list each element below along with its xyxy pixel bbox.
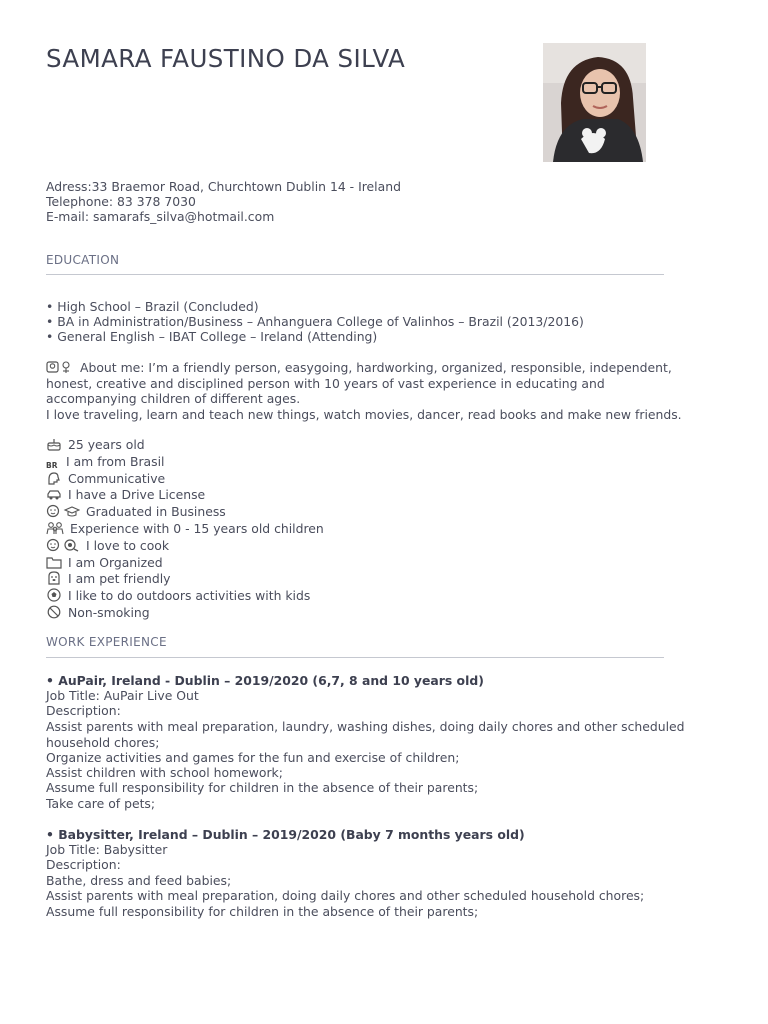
fact-item xyxy=(46,471,324,488)
car-icon xyxy=(46,487,62,501)
speaking-head-icon xyxy=(46,471,62,485)
family-icon xyxy=(46,521,64,535)
contact-address: Adress:33 Braemor Road, Churchtown Dublin 14 - Ireland xyxy=(46,179,401,194)
brazil-flag-icon: BR xyxy=(46,460,58,470)
job-description-line: household chores; xyxy=(46,735,160,750)
job-title: Job Title: Babysitter xyxy=(46,842,168,857)
fact-text: I have a Drive License xyxy=(68,487,206,503)
fact-text: I am Organized xyxy=(68,554,163,570)
cook-icon xyxy=(46,538,80,552)
cake-icon xyxy=(46,437,62,451)
education-item: • High School – Brazil (Concluded) xyxy=(46,299,259,314)
job-title-heading: • AuPair, Ireland - Dublin – 2019/2020 (6,7, 8 and 10 years old) xyxy=(46,673,484,688)
fact-item xyxy=(46,538,324,555)
contact-email[interactable]: E-mail: samarafs_silva@hotmail.com xyxy=(46,209,275,224)
ball-icon xyxy=(46,588,62,602)
candidate-name: SAMARA FAUSTINO DA SILVA xyxy=(46,44,406,73)
fact-item xyxy=(46,521,324,538)
fact-text: I love to cook xyxy=(86,537,170,553)
job-description-line: Bathe, dress and feed babies; xyxy=(46,873,232,888)
fact-item xyxy=(46,555,324,572)
fact-text: Experience with 0 - 15 years old children xyxy=(70,520,324,536)
education-item: • BA in Administration/Business – Anhanguera College of Valinhos – Brazil (2013/2016) xyxy=(46,314,584,329)
about-text: About me: I’m a friendly person, easygoing, hardworking, organized, responsible, independent, xyxy=(80,360,672,375)
fact-text: I am pet friendly xyxy=(68,571,171,587)
facts-list xyxy=(46,437,324,622)
profile-photo-illustration xyxy=(543,43,646,162)
folder-icon xyxy=(46,555,62,569)
no-smoking-icon xyxy=(46,605,62,619)
job-description-label: Description: xyxy=(46,857,121,872)
job-description-line: Assume full responsibility for children in the absence of their parents; xyxy=(46,780,479,795)
about-line: honest, creative and disciplined person with 10 years of vast experience in educating and xyxy=(46,376,605,391)
job-description-line: Organize activities and games for the fun and exercise of children; xyxy=(46,750,460,765)
fact-item xyxy=(46,588,324,605)
fact-text: I am from Brasil xyxy=(66,453,165,469)
work-heading: WORK EXPERIENCE xyxy=(46,635,167,649)
fact-text: I like to do outdoors activities with kids xyxy=(68,588,311,604)
fact-item xyxy=(46,504,324,521)
fact-item xyxy=(46,605,324,622)
education-divider xyxy=(46,274,664,275)
fact-item xyxy=(46,487,324,504)
fact-item xyxy=(46,454,324,471)
about-line-1 xyxy=(46,360,672,375)
job-description-line: Take care of pets; xyxy=(46,796,156,811)
work-divider xyxy=(46,657,664,658)
about-line: I love traveling, learn and teach new things, watch movies, dancer, read books and make new friends. xyxy=(46,407,682,422)
woman-teacher-icon xyxy=(46,360,74,374)
fact-text: Non-smoking xyxy=(68,604,150,620)
education-heading: EDUCATION xyxy=(46,253,120,267)
job-description-line: Assist parents with meal preparation, laundry, washing dishes, doing daily chores and other scheduled xyxy=(46,719,685,734)
contact-telephone: Telephone: 83 378 7030 xyxy=(46,194,196,209)
fact-text: Communicative xyxy=(68,470,166,486)
fact-text: Graduated in Business xyxy=(86,504,226,520)
profile-photo xyxy=(543,43,646,162)
job-description-line: Assist parents with meal preparation, doing daily chores and other scheduled household chores; xyxy=(46,888,645,903)
fact-item xyxy=(46,571,324,588)
job-description-line: Assist children with school homework; xyxy=(46,765,283,780)
fact-text: 25 years old xyxy=(68,437,145,452)
education-item: • General English – IBAT College – Ireland (Attending) xyxy=(46,329,378,344)
job-title-heading: • Babysitter, Ireland – Dublin – 2019/2020 (Baby 7 months years old) xyxy=(46,827,525,842)
job-description-label: Description: xyxy=(46,703,121,718)
job-title: Job Title: AuPair Live Out xyxy=(46,688,199,703)
graduate-icon xyxy=(46,504,80,518)
dog-icon xyxy=(46,571,62,585)
about-line: accompanying children of different ages. xyxy=(46,391,301,406)
fact-item xyxy=(46,437,324,454)
job-description-line: Assume full responsibility for children in the absence of their parents; xyxy=(46,904,479,919)
